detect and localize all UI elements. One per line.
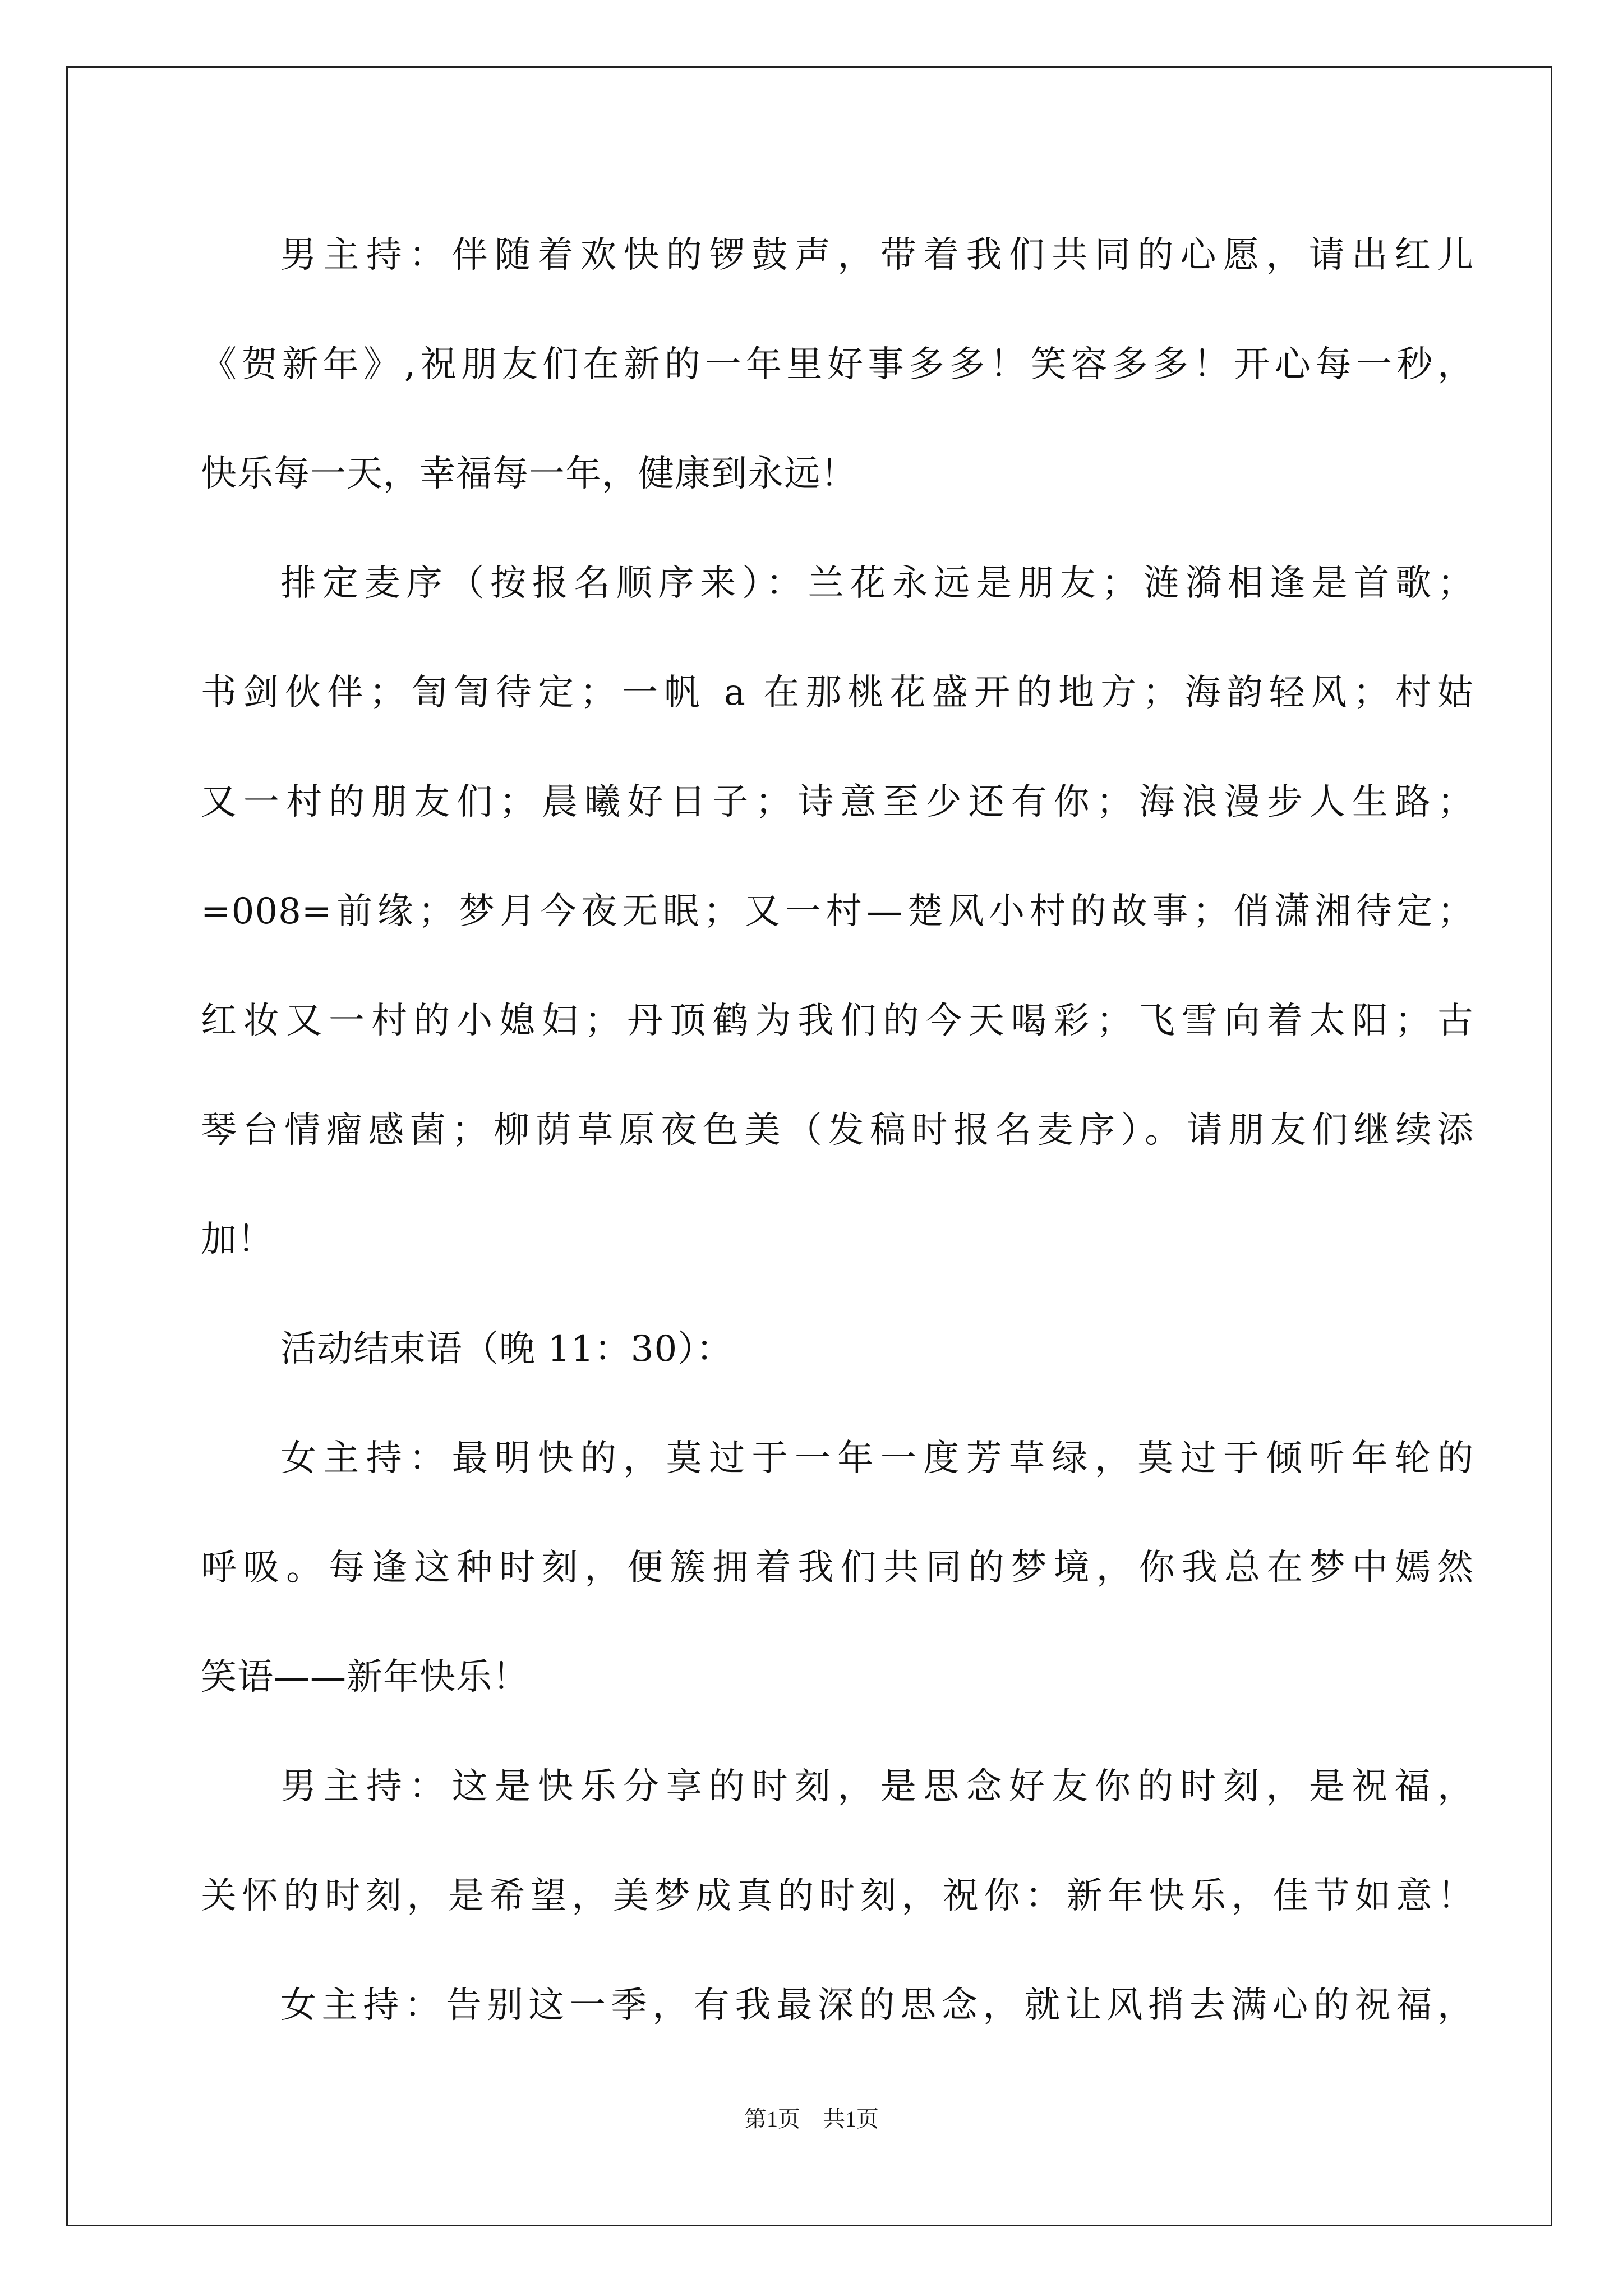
paragraph-line: 排定麦序（按报名顺序来）：兰花永远是朋友；涟漪相逢是首歌； (280, 563, 1474, 604)
paragraph-line: 关怀的时刻，是希望，美梦成真的时刻，祝你：新年快乐，佳节如意！ (201, 1875, 1474, 1917)
paragraph-line: 男主持：伴随着欢快的锣鼓声，带着我们共同的心愿，请出红儿 (280, 234, 1474, 276)
paragraph-line: 笑语——新年快乐！ (201, 1657, 529, 1698)
paragraph-line: =008=前缘；梦月今夜无眠；又一村—楚风小村的故事；俏潇湘待定； (201, 891, 1474, 932)
paragraph-line: 女主持：告别这一季，有我最深的思念，就让风捎去满心的祝福， (280, 1985, 1474, 2026)
paragraph-line: 快乐每一天，幸福每一年，健康到永远！ (201, 453, 857, 495)
section-heading: 活动结束语（晚 11：30）： (280, 1328, 733, 1370)
paragraph-line: 男主持：这是快乐分享的时刻，是思念好友你的时刻，是祝福， (280, 1766, 1474, 1807)
paragraph-line: 红妆又一村的小媳妇；丹顶鹤为我们的今天喝彩；飞雪向着太阳；古 (201, 1000, 1474, 1042)
paragraph-line: 呼吸。每逢这种时刻，便簇拥着我们共同的梦境，你我总在梦中嫣然 (201, 1547, 1474, 1589)
paragraph-line: 女主持：最明快的，莫过于一年一度芳草绿，莫过于倾听年轮的 (280, 1438, 1474, 1479)
paragraph-line: 《贺新年》,祝朋友们在新的一年里好事多多！笑容多多！开心每一秒， (201, 344, 1474, 385)
paragraph-line: 又一村的朋友们；晨曦好日子；诗意至少还有你；海浪漫步人生路； (201, 781, 1474, 823)
paragraph-line: 琴台情瘤感菌；柳荫草原夜色美（发稿时报名麦序）。请朋友们继续添 (201, 1110, 1474, 1151)
paragraph-line: 书剑伙伴；訇訇待定；一帆 a 在那桃花盛开的地方；海韵轻风；村姑 (201, 672, 1474, 714)
paragraph-line: 加！ (201, 1219, 274, 1260)
page-footer: 第1页 共1页 (744, 2106, 879, 2132)
